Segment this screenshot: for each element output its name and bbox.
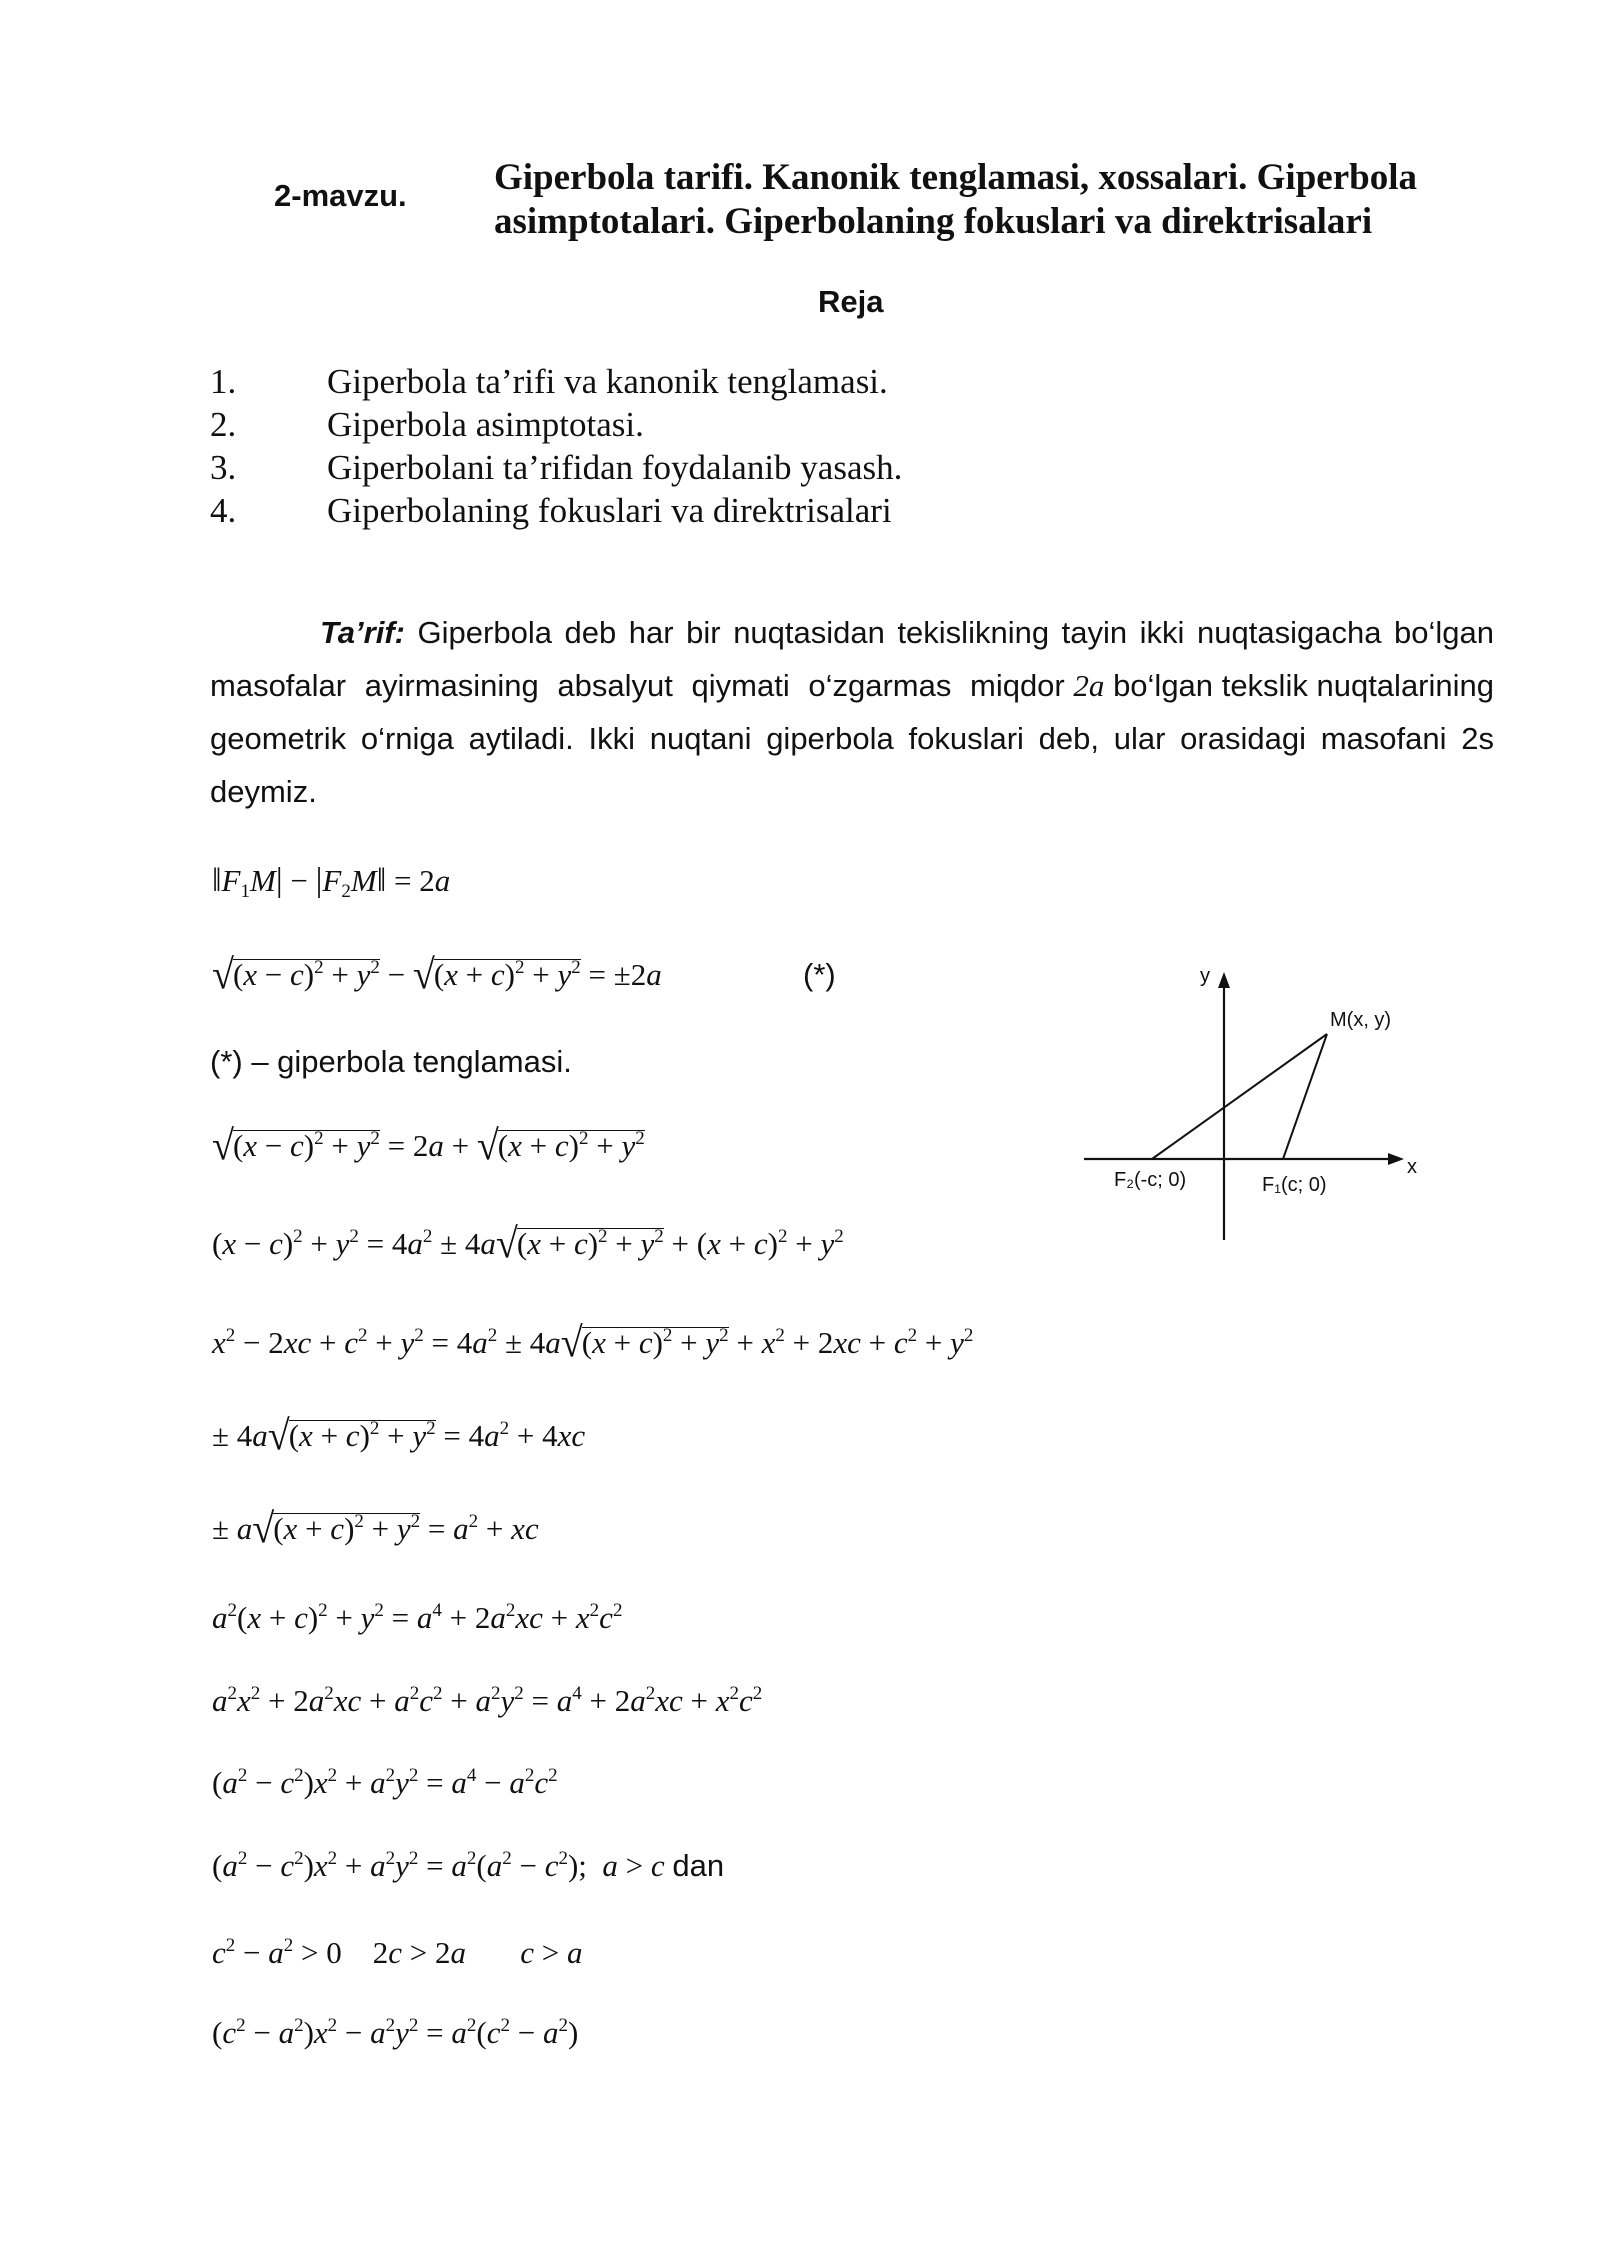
plan-item-text: Giperbola ta’rifi va kanonik tenglamasi. xyxy=(327,362,888,401)
equation-step-9: $(a^2 - c^2)x^2 + a^2y^2 = a^2(a^2 - c^2)$; a > c dan xyxy=(212,1848,725,1883)
topic-label: 2-mavzu. xyxy=(274,178,407,213)
plan-item-number: 2. xyxy=(210,405,237,444)
equation-step-1: $√(x - c)^2 + y^2 = 2a + √(x + c)^2 + y^2$ xyxy=(212,1121,645,1170)
equation-star: $√(x - c)^2 + y^2 - √(x + c)^2 + y^2 = \pm 2a$ xyxy=(212,950,662,999)
equation-step-7: $a^2x^2 + 2a^2xc + a^2c^2 + a^2y^2 = a^4 + 2a^2xc + x^2c^2$ xyxy=(212,1683,763,1718)
equation-caption: (*) – giperbola tenglamasi. xyxy=(210,1044,572,1079)
plan-heading: Reja xyxy=(818,284,884,319)
equation-focal-distance: $‖F_1M|$ − $|F_2M‖ = 2a$ xyxy=(212,862,451,902)
plan-item-text: Giperbolani ta’rifidan foydalanib yasash. xyxy=(327,448,903,487)
plan-item-number: 1. xyxy=(210,362,237,401)
definition-text: ular orasidagi masofani 2s deymiz. xyxy=(210,721,1494,809)
equation-step-11: $(c^2 - a^2)x^2 - a^2y^2 = a^2(c^2 - a^2)$ xyxy=(212,2015,579,2050)
segment-f1-m xyxy=(1283,1034,1327,1159)
equation-step-5: ± $a√(x + c)^2 + y^2 = a^2$ + xc xyxy=(212,1504,539,1553)
plan-item xyxy=(210,446,902,489)
equation-step-8: $(a^2 - c^2)x^2 + a^2y^2 = a^4 - a^2c^2$ xyxy=(212,1765,558,1800)
definition-term: Ta’rif: xyxy=(320,615,405,650)
equation-step-2: $(x - c)^2 + y^2 = 4a^2 \pm 4a√(x + c)^2 + y^2 + (x + c)^2 + y^2$ xyxy=(212,1219,844,1268)
focus-f1-label: F₁(c; 0) xyxy=(1262,1174,1327,1196)
definition-paragraph xyxy=(210,606,1494,818)
equation-mark: (*) xyxy=(803,957,836,992)
equation-step-10: $c^2 - a^2 > 0$ 2c > 2a c > a xyxy=(212,1935,583,1970)
y-axis-label: y xyxy=(1200,965,1210,987)
y-axis-arrow-icon xyxy=(1218,972,1230,988)
segment-f2-m xyxy=(1152,1034,1327,1159)
topic-title: Giperbola tarifi. Kanonik tenglamasi, xossalari. Giperbola asimptotalari. Giperbolaning fokuslari va direktrisalari xyxy=(494,157,1417,242)
plan-item xyxy=(210,403,902,446)
point-m-label: M(x, y) xyxy=(1330,1009,1392,1031)
focus-f2-label: F₂(-c; 0) xyxy=(1114,1169,1187,1191)
condition-text: dan xyxy=(672,1848,725,1883)
definition-value: 2a xyxy=(1073,668,1105,703)
plan-item xyxy=(210,489,902,532)
plan-item-text: Giperbola asimptotasi. xyxy=(327,405,644,444)
equation-step-3: $x^2 - 2xc + c^2 + y^2 = 4a^2 \pm 4a√(x + c)^2 + y^2 + x^2 + 2xc + c^2 + y^2$ xyxy=(212,1318,974,1367)
plan-item-text: Giperbolaning fokuslari va direktrisalari xyxy=(327,491,892,530)
definition-text: bo‘lgan xyxy=(1113,668,1214,703)
equation-step-4: ± $4a√(x + c)^2 + y^2 = 4a^2 + 4xc$ xyxy=(212,1411,586,1460)
plan-item-number: 3. xyxy=(210,448,237,487)
plan-list xyxy=(210,360,902,532)
equation-step-6: $a^2(x + c)^2 + y^2 = a^4 + 2a^2xc + x^2c^2$ xyxy=(212,1600,623,1635)
hyperbola-diagram xyxy=(1070,950,1470,1250)
definition-text: bo‘lgan masofalar ayirmasining absalyut qiymati o‘zgarmas miqdor xyxy=(210,615,1494,703)
x-axis-arrow-icon xyxy=(1388,1153,1404,1165)
definition-text: Giperbola deb har bir nuqtasidan tekislikning tayin ikki nuqtasigacha xyxy=(417,615,1382,650)
plan-item-number: 4. xyxy=(210,491,237,530)
plan-item xyxy=(210,360,902,403)
x-axis-label: x xyxy=(1407,1156,1417,1178)
definition-text: tekslik nuqtalarining geometrik o‘rniga aytiladi. Ikki nuqtani giperbola fokuslari deb, xyxy=(210,668,1494,756)
